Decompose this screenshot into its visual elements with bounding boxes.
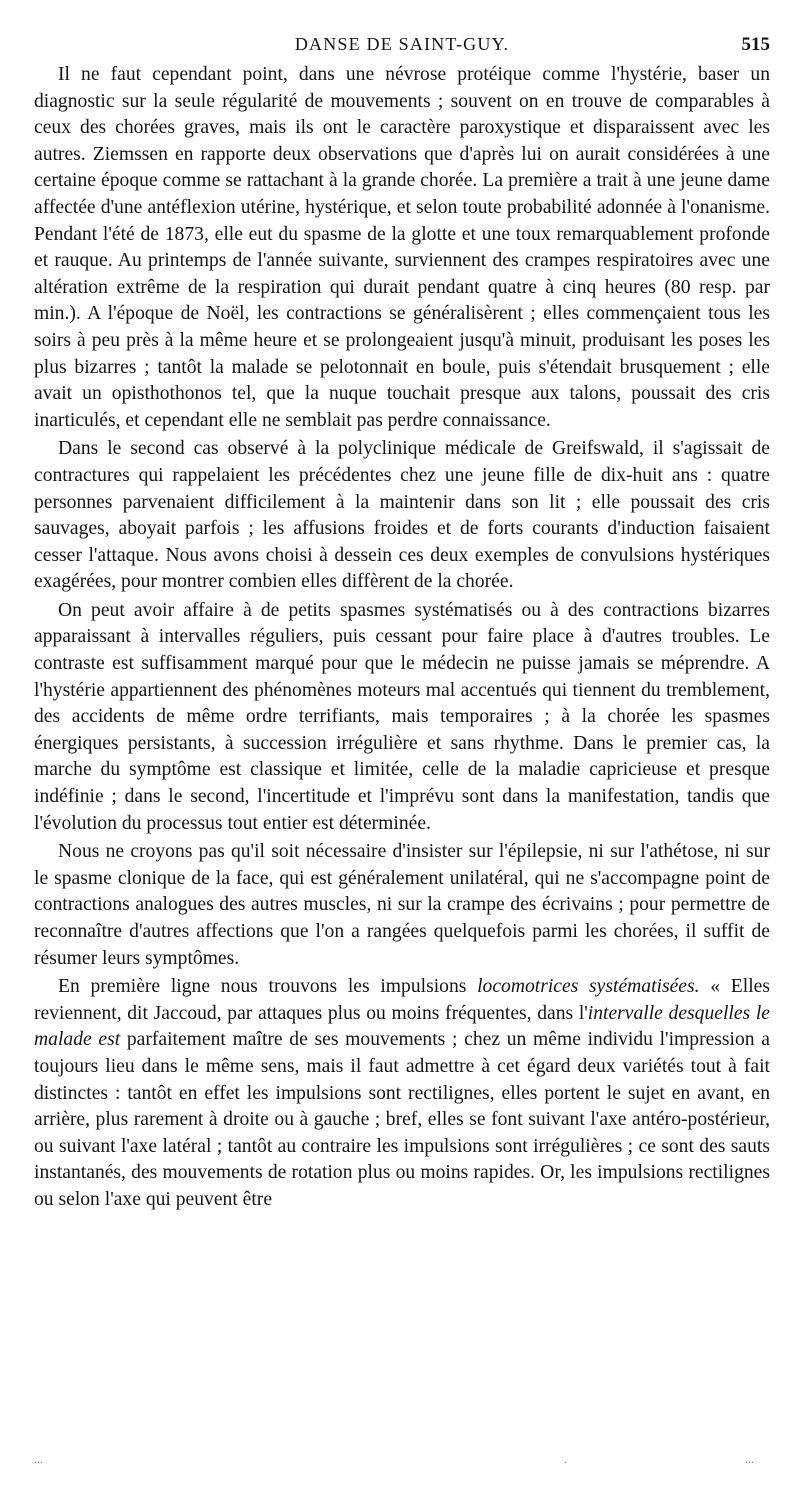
paragraph (34, 598, 770, 837)
italic-text-run: locomotrices systématisées. (477, 976, 700, 998)
text-run: « Elles reviennent, dit Jaccoud, par attaques plus ou moins fréquentes, dans l' (34, 976, 770, 1024)
paragraph (34, 974, 770, 1213)
page-header (34, 30, 770, 62)
text-run: On peut avoir affaire à de petits spasmes systématisés ou à des contractions bizarres apparaissant à intervalles réguliers, puis cessant pour faire place à d'autres troubles. Le contraste est suffisamment marqué pour que le médecin ne puisse jamais se méprendre. A l'hystérie appartiennent des phénomènes moteurs mal accentués qui tiennent du tremblement, des accidents de même ordre terrifiants, mais temporaires ; à la chorée les spasmes énergiques persistants, à succession irrégulière et sans rhythme. Dans le premier cas, la marche du symptôme est classique et limitée, celle de la maladie capricieuse et presque indéfinie ; dans le second, l'incertitude et l'imprévu sont dans la manifestation, tandis que l'évolution du processus tout entier est déterminée. (34, 599, 770, 834)
text-run: Dans le second cas observé à la polyclinique médicale de Greifswald, il s'agissait de contractures qui rappelaient les précédentes chez une jeune fille de dix-huit ans : quatre personnes parvenaient difficilement à la maintenir dans son lit ; elle poussait des cris sauvages, aboyait parfois ; les affusions froides et de forts courants d'induction faisaient cesser l'attaque. Nous avons choisi à dessein ces deux exemples de convulsions hystériques exagérées, pour montrer combien elles diffèrent de la chorée. (34, 438, 770, 593)
footer-mark-right: ... (745, 1452, 754, 1466)
text-run: En première ligne nous trouvons les impulsions (58, 976, 478, 998)
page (34, 30, 770, 1214)
footer-mark-left: ... (34, 1452, 43, 1466)
text-run: Il ne faut cependant point, dans une névrose protéique comme l'hystérie, baser un diagnostic sur la seule régularité de mouvements ; souvent on en trouve de comparables à ceux des chorées graves, mais ils ont le caractère paroxystique et disparaissent avec les autres. Ziemssen en rapporte deux observations que d'après lui on aurait considérées à une certaine époque comme se rattachant à la grande chorée. La première a trait à une jeune dame affectée d'une antéflexion utérine, hystérique, et selon toute probabilité adonnée à l'onanisme. Pendant l'été de 1873, elle eut du spasme de la glotte et une toux remarquablement profonde et rauque. Au printemps de l'année suivante, surviennent des crampes respiratoires avec une altération extrême de la respiration qui durait pendant quatre à cinq heures (80 resp. par min.). A l'époque de Noël, les contractions se généralisèrent ; elles commençaient tous les soirs à peu près à la même heure et se prolongeaient jusqu'à minuit, produisant les poses les plus bizarres ; tantôt la malade se pelotonnait en boule, puis s'étendait brusquement ; elle avait un opisthothonos tel, que la nuque touchait presque aux talons, poussait des cris inarticulés, et cependant elle ne semblait pas perdre connaissance. (34, 64, 770, 431)
paragraph (34, 436, 770, 596)
italic-text-run: intervalle desquelles le malade est (34, 1002, 770, 1051)
page-number: 515 (741, 34, 770, 55)
running-title: DANSE DE SAINT-GUY. (294, 34, 510, 54)
body-text (34, 62, 770, 1214)
paragraph (34, 62, 770, 434)
footer-marks (34, 1452, 764, 1466)
text-run: parfaitement maître de ses mouvements ; chez un même individu l'impression a toujours lieu dans le même sens, mais il faut admettre à cet égard deux variétés tout à fait distinctes : tantôt en effet les impulsions sont rectilignes, elles portent le sujet en avant, en arrière, plus rarement à droite ou à gauche ; bref, elles se font suivant l'axe antéro-postérieur, ou suivant l'axe latéral ; tantôt au contraire les impulsions sont irrégulières ; ce sont des sauts instantanés, des mouvements de rotation plus ou moins rapides. Or, les impulsions rectilignes ou selon l'axe qui peuvent être (34, 1029, 770, 1210)
text-run: Nous ne croyons pas qu'il soit nécessaire d'insister sur l'épilepsie, ni sur l'athétose, ni sur le spasme clonique de la face, qui est généralement unilatéral, qui ne s'accompagne point de contractions analogues des autres muscles, ni sur la crampe des écrivains ; pour permettre de reconnaître d'autres affections que l'on a rangées quelquefois parmi les chorées, il suffit de résumer leurs symptômes. (34, 841, 770, 969)
footer-mark-mid: . (564, 1452, 567, 1466)
paragraph (34, 839, 770, 972)
